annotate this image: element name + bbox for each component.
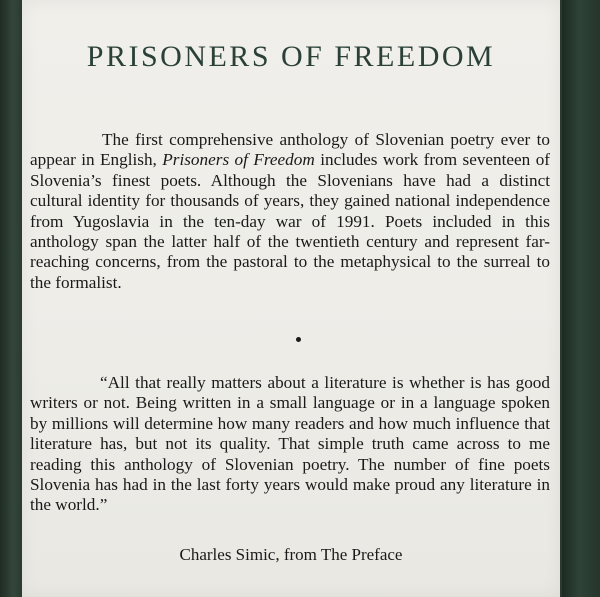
description-paragraph [30,130,550,293]
book-cover-right-edge [562,0,600,597]
quote-paragraph [30,373,550,516]
description-rest: includes work from seventeen of Slovenia’s finest poets. Although the Slovenians have had a distinct cultural identity for thousands of years, they gained national independence from Yugoslavia in the ten-day war of 1991. Poets included in this anthology span the latter half of the twentieth century and represent far-reaching concerns, from the pastoral to the metaphysical to the surreal to the formalist. [30,150,551,292]
back-cover-panel [22,0,560,597]
description-intro: The first comprehensive anthology of Slovenian poetry ever to appear in English, [30,130,550,170]
separator-bullet [296,337,301,342]
book-title: PRISONERS OF FREEDOM [86,40,496,73]
description-book-title: Prisoners of Freedom [162,150,315,170]
quote-attribution: Charles Simic, from The Preface [179,545,403,564]
quote-text: “All that really matters about a literature is whether is has good writers or not. Being written in a small language or in a language spoken by millions will determine how many readers and how much influence that literature has, but not its quality. That simple truth came across to me reading this anthology of Slovenian poetry. The number of fine poets Slovenia has had in the last forty years would make proud any literature in the world.” [30,373,550,515]
book-cover-left-edge [0,0,22,597]
